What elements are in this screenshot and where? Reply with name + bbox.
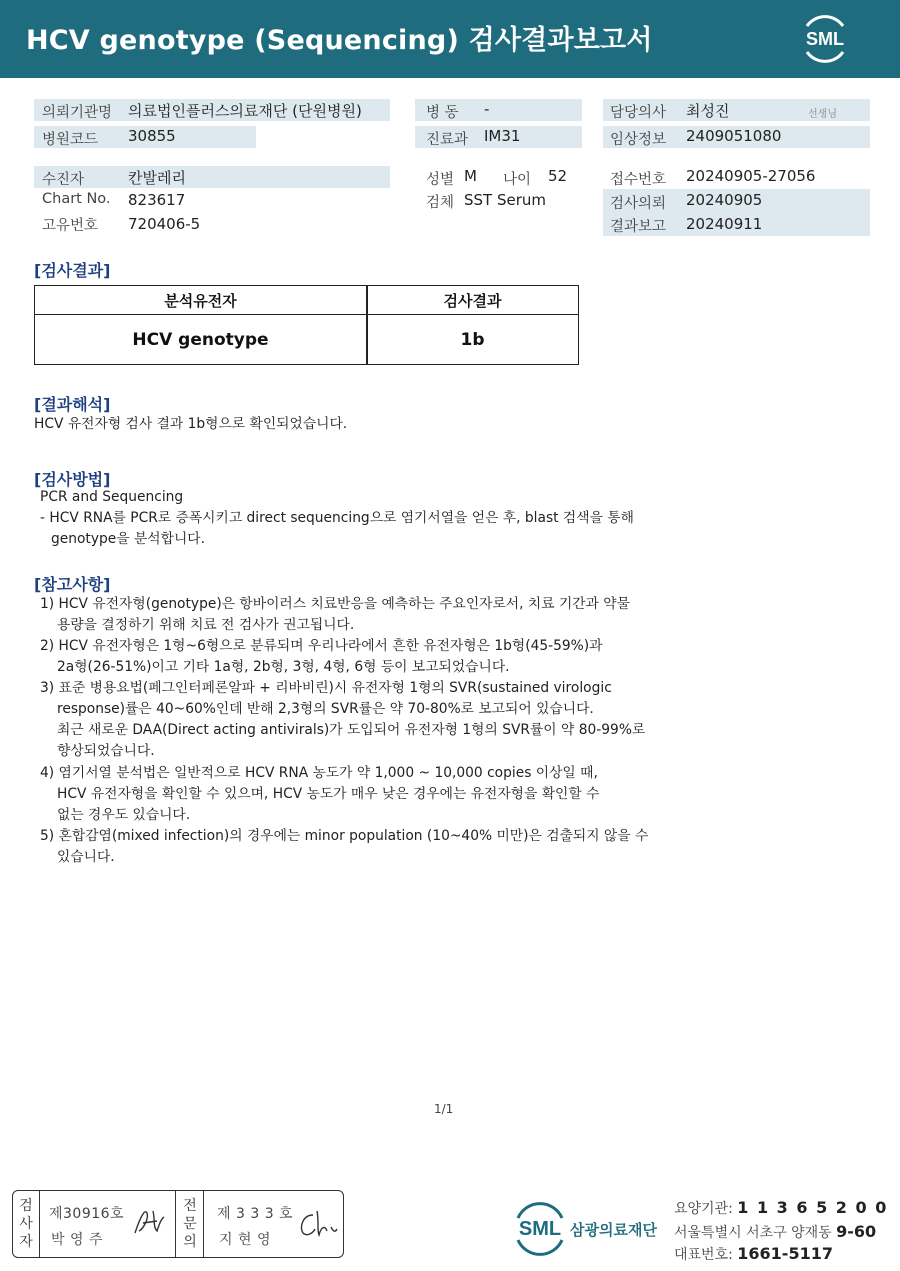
method-section-title: [검사방법] (34, 470, 111, 489)
address-text: 서울특별시 서초구 양재동 (674, 1225, 837, 1241)
sign-divider (175, 1191, 176, 1257)
tester-label (15, 1197, 37, 1251)
result-cell: 1b (460, 329, 485, 350)
note-line: 최근 새로운 DAA(Direct acting antivirals)가 도입되어 유전자형 1형의 SVR률이 약 80-99%로 (57, 722, 646, 738)
specialist-label-char: 의 (183, 1234, 197, 1250)
care-number: 1 1 3 6 5 2 0 0 (737, 1198, 888, 1217)
age-value: 52 (548, 167, 568, 185)
note-line: response)률은 40~60%인데 반해 2,3형의 SVR률은 약 70-80%로 보고되어 있습니다. (57, 701, 594, 717)
tester-label-char: 자 (19, 1234, 33, 1250)
result-section-title: [검사결과] (34, 261, 111, 280)
interpretation-text: HCV 유전자형 검사 결과 1b형으로 확인되었습니다. (34, 416, 348, 432)
hospital-code-label: 병원코드 (42, 132, 99, 148)
specialist-label-char: 문 (183, 1216, 197, 1232)
institution-label: 의뢰기관명 (42, 105, 113, 121)
sign-divider (203, 1191, 204, 1257)
header-gene: 분석유전자 (164, 292, 237, 310)
table-header-row (35, 286, 578, 315)
specialist-name: 지 현 영 (219, 1232, 271, 1248)
note-line: 4) 염기서열 분석법은 일반적으로 HCV RNA 농도가 약 1,000 ~ 10,000 copies 이상일 때, (40, 765, 598, 781)
note-line: 향상되었습니다. (57, 743, 155, 759)
method-line: genotype을 분석합니다. (51, 531, 205, 547)
doctor-suffix: 선생님 (808, 109, 837, 120)
specialist-license: 제 3 3 3 호 (217, 1206, 294, 1222)
report-header (0, 0, 900, 78)
table-row (35, 315, 578, 364)
receipt-value: 20240905-27056 (686, 167, 816, 185)
sign-divider (39, 1191, 40, 1257)
note-line: 5) 혼합감염(mixed infection)의 경우에는 minor population (10~40% 미만)은 검출되지 않을 수 (40, 828, 649, 844)
note-line: 2a형(26-51%)이고 기타 1a형, 2b형, 3형, 4형, 6형 등이 보고되었습니다. (57, 659, 510, 675)
specimen-value: SST Serum (464, 191, 547, 209)
chart-label: Chart No. (42, 191, 111, 207)
org-name: 삼광의료재단 (570, 1221, 657, 1239)
tester-label-char: 검 (19, 1198, 33, 1214)
patient-bar (34, 166, 390, 188)
interpretation-section-title: [결과해석] (34, 395, 111, 414)
id-label: 고유번호 (42, 218, 99, 234)
specialist-label (179, 1197, 201, 1251)
phone-label: 대표번호: (674, 1247, 738, 1263)
report-date-label: 결과보고 (610, 219, 667, 235)
doctor-value: 최성진 (686, 102, 730, 120)
address-number: 9-60 (836, 1222, 877, 1241)
tester-signature (131, 1205, 167, 1241)
specialist-signature (297, 1207, 339, 1243)
report-title: HCV genotype (Sequencing) 검사결과보고서 (26, 25, 653, 56)
header-result: 검사결과 (443, 292, 502, 310)
signature-box (12, 1190, 344, 1258)
department-label: 진료과 (426, 132, 469, 148)
note-line: HCV 유전자형을 확인할 수 있으며, HCV 농도가 매우 낮은 경우에는 유전자형을 확인할 수 (57, 786, 600, 802)
care-institution-line (674, 1198, 888, 1218)
result-table (34, 285, 579, 365)
department-value: IM31 (484, 127, 521, 145)
hospital-code-value: 30855 (128, 127, 176, 145)
age-label: 나이 (503, 172, 532, 188)
note-line: 1) HCV 유전자형(genotype)은 항바이러스 치료반응을 예측하는 주요인자로서, 치료 기간과 약물 (40, 596, 630, 612)
request-label: 검사의뢰 (610, 196, 667, 212)
tester-license: 제30916호 (49, 1206, 125, 1222)
specialist-label-char: 전 (183, 1198, 197, 1214)
phone-line (674, 1244, 833, 1264)
tester-label-char: 사 (19, 1216, 33, 1232)
ward-label: 병 동 (426, 105, 459, 121)
note-line: 3) 표준 병용요법(페그인터페론알파 + 리바비린)시 유전자형 1형의 SVR(sustained virologic (40, 680, 612, 696)
doctor-label: 담당의사 (610, 105, 667, 121)
sex-value: M (464, 167, 477, 185)
sml-footer-logo-text: SML (518, 1218, 562, 1240)
report-date-value: 20240911 (686, 215, 763, 233)
note-line: 용량을 결정하기 위해 치료 전 검사가 권고됩니다. (57, 617, 355, 633)
patient-label: 수진자 (42, 172, 85, 188)
page-number: 1/1 (434, 1102, 454, 1116)
note-line: 2) HCV 유전자형은 1형~6형으로 분류되며 우리나라에서 흔한 유전자형은 1b형(45-59%)과 (40, 638, 603, 654)
ward-value: - (484, 100, 490, 118)
method-line: PCR and Sequencing (40, 489, 184, 505)
note-line: 있습니다. (57, 849, 115, 865)
notes-section-title: [참고사항] (34, 575, 111, 594)
sml-footer-logo (510, 1200, 570, 1256)
tester-name: 박 영 주 (51, 1232, 103, 1248)
method-line: - HCV RNA를 PCR로 증폭시키고 direct sequencing으로 염기서열을 얻은 후, blast 검색을 통해 (40, 510, 634, 526)
sml-logo-text: SML (806, 29, 844, 49)
request-value: 20240905 (686, 191, 763, 209)
gene-cell: HCV genotype (132, 329, 269, 350)
id-value: 720406-5 (128, 215, 201, 233)
address-line (674, 1222, 876, 1242)
specimen-label: 검체 (426, 195, 455, 211)
patient-value: 칸발레리 (128, 169, 186, 187)
note-line: 없는 경우도 있습니다. (57, 807, 191, 823)
institution-value: 의료법인플러스의료재단 (단원병원) (128, 102, 362, 120)
chart-value: 823617 (128, 191, 186, 209)
sex-label: 성별 (426, 172, 455, 188)
clinical-label: 임상정보 (610, 132, 667, 148)
phone-number: 1661-5117 (737, 1244, 833, 1263)
receipt-label: 접수번호 (610, 172, 667, 188)
care-label: 요양기관: (674, 1201, 738, 1217)
sml-logo (797, 12, 853, 66)
clinical-value: 2409051080 (686, 127, 782, 145)
